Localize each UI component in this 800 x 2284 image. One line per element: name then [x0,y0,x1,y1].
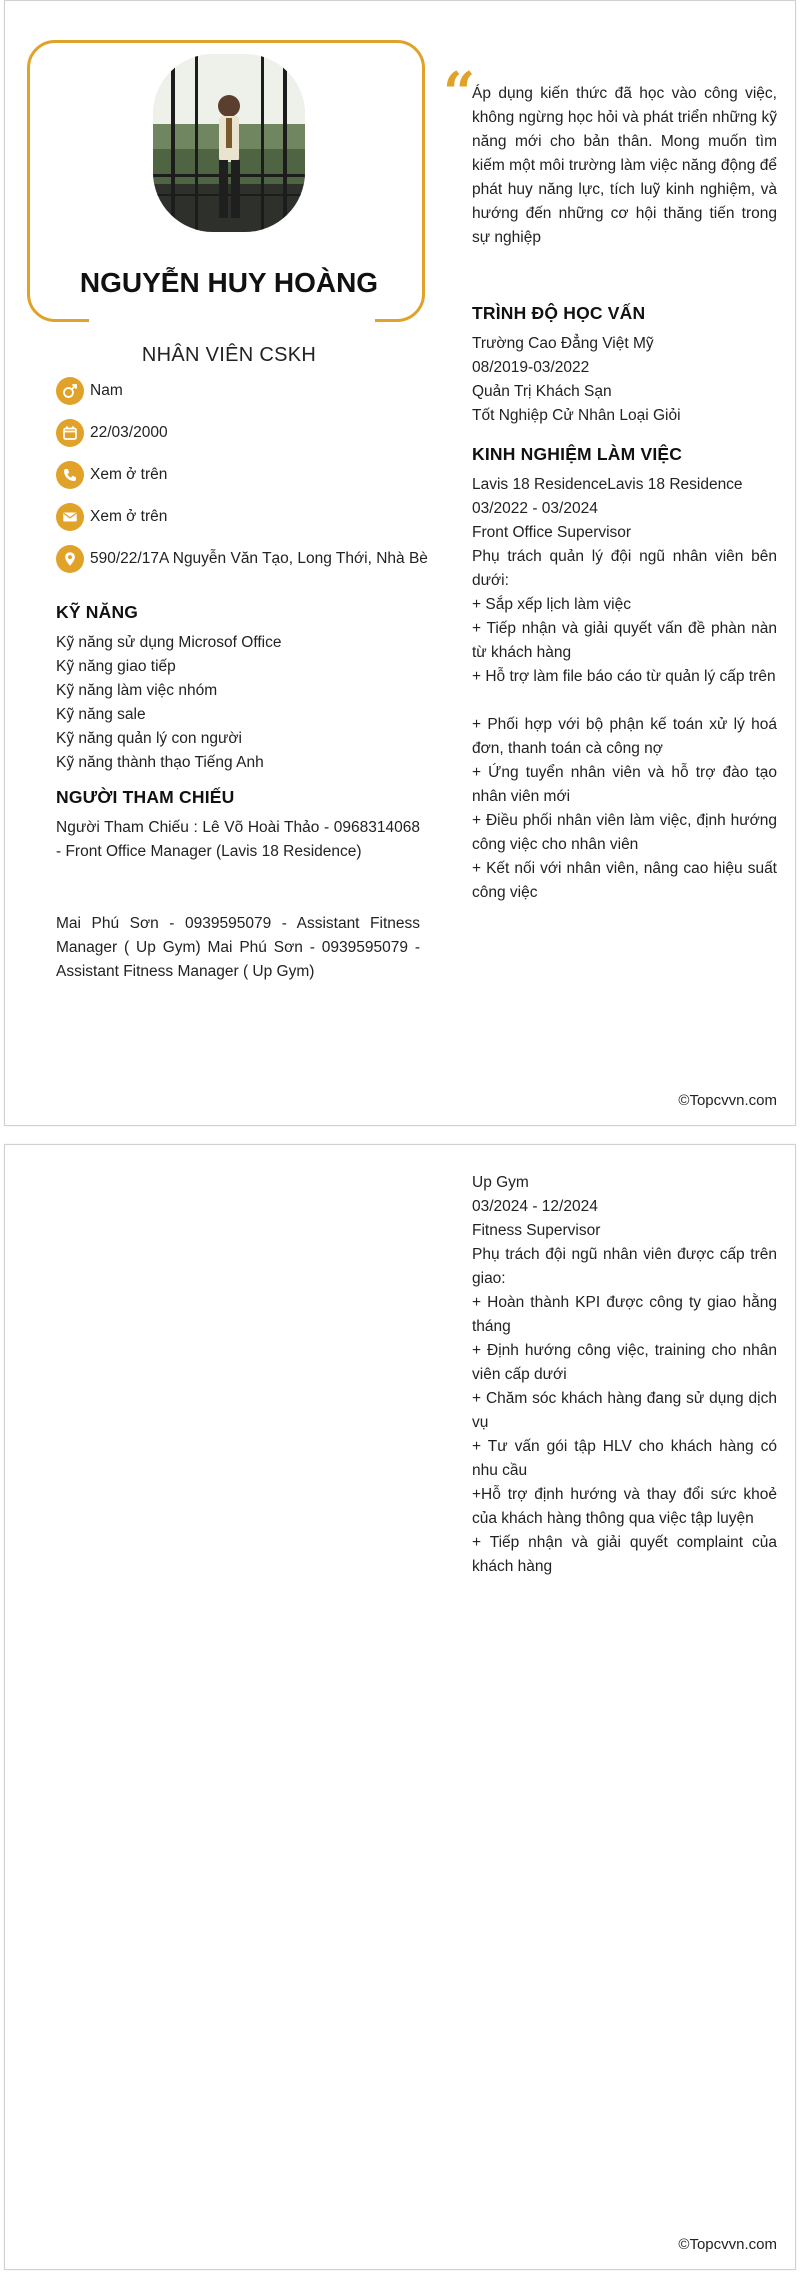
job-duty: +Hỗ trợ định hướng và thay đổi sức khoẻ của khách hàng thông qua việc tập luyện [472,1486,777,1527]
contact-address [56,545,428,573]
skill-item: Kỹ năng làm việc nhóm [56,682,218,699]
skill-item: Kỹ năng quản lý con người [56,730,242,747]
job-duty: + Kết nối với nhân viên, nâng cao hiệu suất công việc [472,860,777,901]
location-icon [56,545,84,573]
job-duty: + Tiếp nhận và giải quyết complaint của khách hàng [472,1534,777,1575]
skill-item: Kỹ năng giao tiếp [56,658,176,675]
job-company: Up Gym [472,1174,529,1191]
job-duty: Phụ trách đội ngũ nhân viên được cấp trên giao: [472,1246,777,1287]
job-title: NHÂN VIÊN CSKH [141,344,317,366]
education-title: TRÌNH ĐỘ HỌC VẤN [472,303,646,323]
frame-gap [89,307,375,329]
footer-watermark: ©Topcvvn.com [678,1092,777,1109]
skill-item: Kỹ năng thành thạo Tiếng Anh [56,754,264,771]
contact-birthday [56,419,168,447]
footer-watermark: ©Topcvvn.com [678,2236,777,2253]
contact-text: Nam [90,382,123,399]
contact-text: 22/03/2000 [90,424,168,441]
job-position: Front Office Supervisor [472,524,632,541]
candidate-name: NGUYỄN HUY HOÀNG [79,267,379,298]
job-period: 03/2022 - 03/2024 [472,500,598,517]
job-duty: + Định hướng công việc, training cho nhân viên cấp dưới [472,1342,777,1383]
contact-phone [56,461,167,489]
job-duty: + Hỗ trợ làm file báo cáo từ quản lý cấp trên [472,668,776,685]
contact-gender [56,377,123,405]
reference-paragraph: Mai Phú Sơn - 0939595079 - Assistant Fitness Manager ( Up Gym) Mai Phú Sơn - 0939595079 - Assistant Fitness Manager ( Up Gym) [56,915,420,980]
skill-item: Kỹ năng sử dụng Microsof Office [56,634,282,651]
profile-photo [153,54,305,232]
contact-text: Xem ở trên [90,508,168,525]
career-objective: Áp dụng kiến thức đã học vào công việc, không ngừng học hỏi và phát triển những kỹ năng mới cho bản thân. Mong muốn tìm kiếm một môi trường làm việc năng động để phát huy năng lực, tích luỹ kinh nghiệm, và hướng đến những cơ hội thăng tiến trong sự nghiệp [472,85,777,246]
education-major: Quản Trị Khách Sạn [472,383,612,400]
job-duty: + Tiếp nhận và giải quyết vấn đề phàn nàn từ khách hàng [472,620,777,661]
education-period: 08/2019-03/2022 [472,359,590,376]
job-duty: + Tư vấn gói tập HLV cho khách hàng có nhu cầu [472,1438,777,1479]
person-photo-icon [153,54,305,232]
mail-icon [56,503,84,531]
job-duty: + Điều phối nhân viên làm việc, định hướng công việc cho nhân viên [472,812,777,853]
references-title: NGƯỜI THAM CHIẾU [56,787,235,807]
education-school: Trường Cao Đẳng Việt Mỹ [472,335,654,352]
cv-page-2 [4,1144,796,2270]
experience-title: KINH NGHIỆM LÀM VIỆC [472,444,683,464]
reference-paragraph: Người Tham Chiếu : Lê Võ Hoài Thảo - 0968314068 - Front Office Manager (Lavis 18 Residence) [56,819,420,860]
job-company: Lavis 18 ResidenceLavis 18 Residence [472,476,743,493]
quote-icon: “ [443,60,476,126]
contact-text: 590/22/17A Nguyễn Văn Tạo, Long Thới, Nhà Bè [90,550,428,567]
job-duty: + Phối hợp với bộ phận kế toán xử lý hoá đơn, thanh toán cà công nợ [472,716,777,757]
job-duty: + Sắp xếp lịch làm việc [472,596,631,613]
job-duty: + Hoàn thành KPI được công ty giao hằng tháng [472,1294,777,1335]
job-duty: + Chăm sóc khách hàng đang sử dụng dịch vụ [472,1390,777,1431]
skill-item: Kỹ năng sale [56,706,146,723]
calendar-icon [56,419,84,447]
job-duty: Phụ trách quản lý đội ngũ nhân viên bên dưới: [472,548,777,589]
job-position: Fitness Supervisor [472,1222,601,1239]
job-duty: + Ứng tuyển nhân viên và hỗ trợ đào tạo nhân viên mới [472,764,777,805]
contact-text: Xem ở trên [90,466,168,483]
job-period: 03/2024 - 12/2024 [472,1198,598,1215]
phone-icon [56,461,84,489]
cv-page-1 [4,0,796,1126]
education-result: Tốt Nghiệp Cử Nhân Loại Giỏi [472,407,681,424]
skills-title: KỸ NĂNG [56,602,139,622]
contact-email [56,503,167,531]
gender-icon [56,377,84,405]
